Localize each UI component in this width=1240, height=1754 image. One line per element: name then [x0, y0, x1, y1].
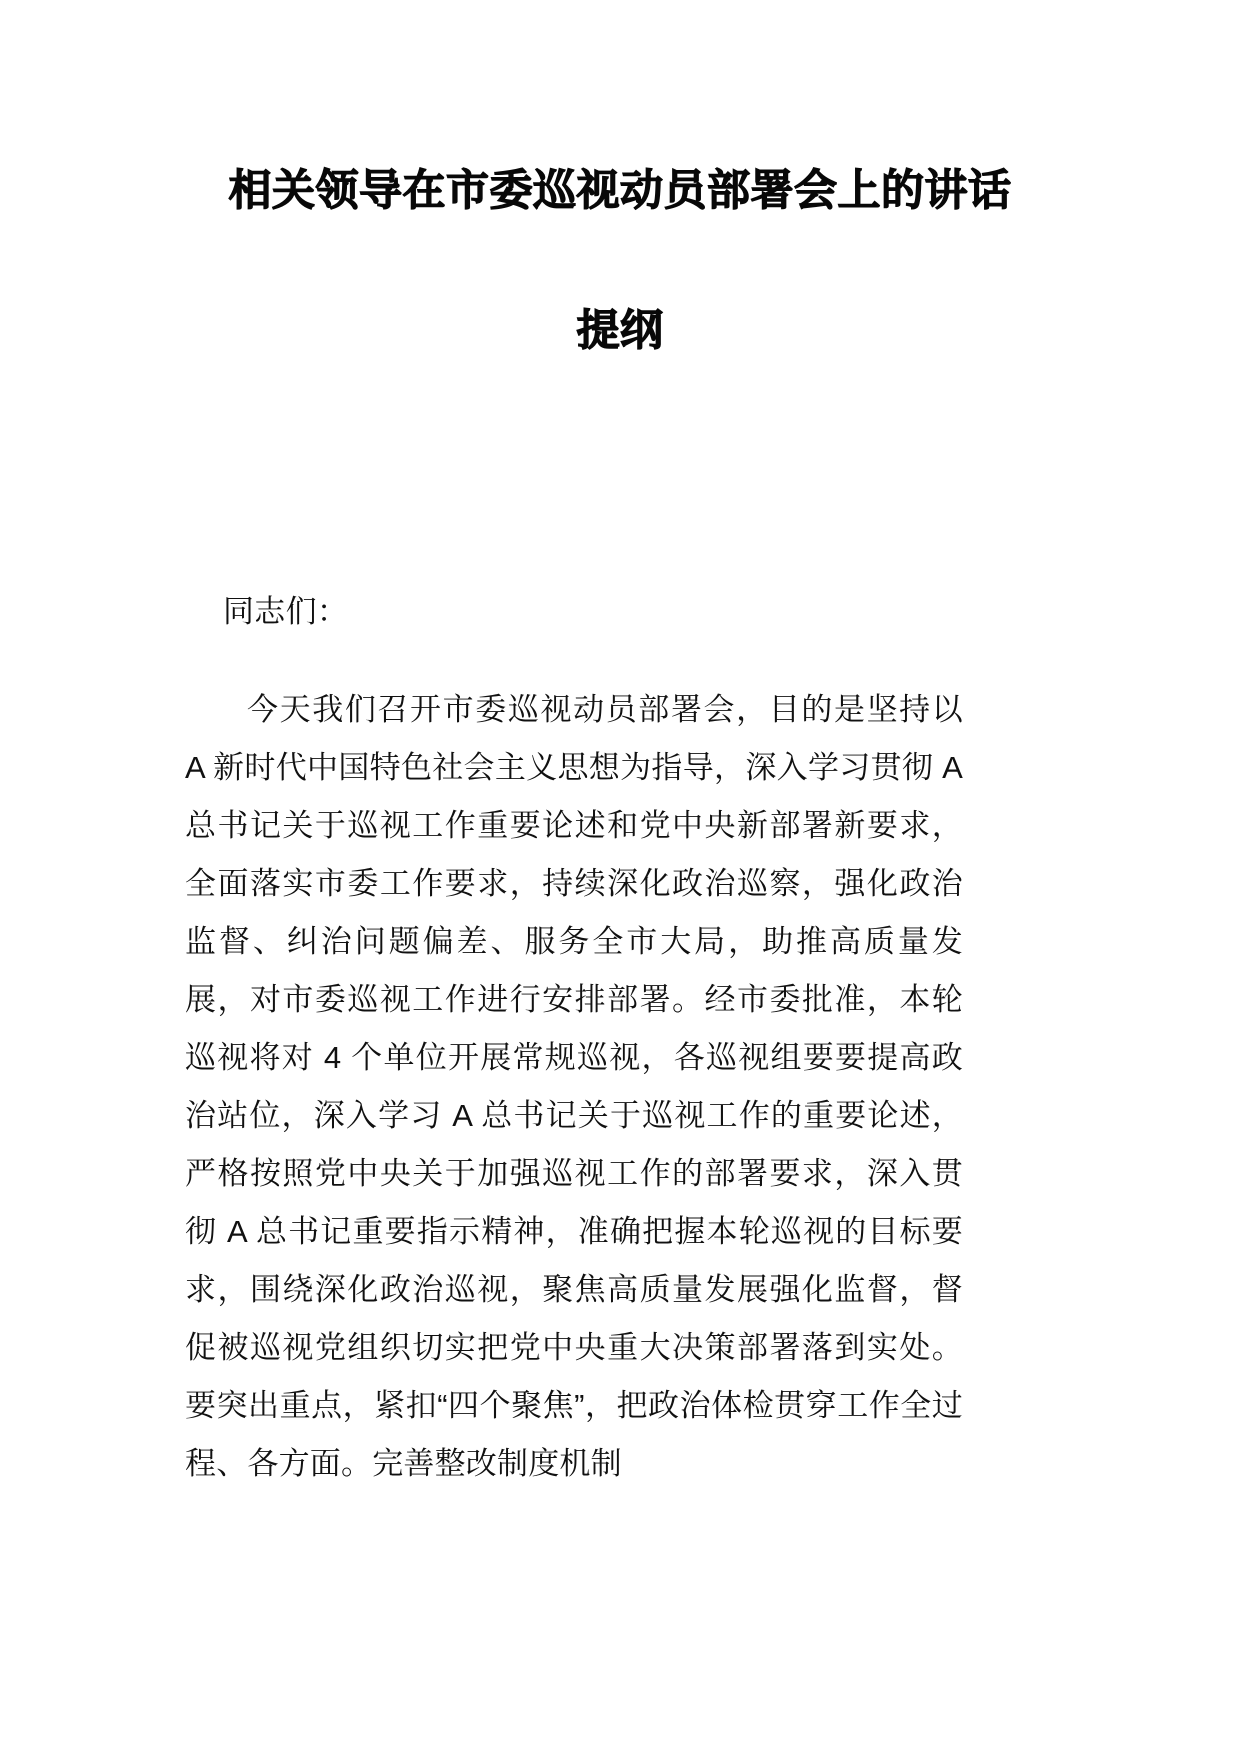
- page-title-line-1: 相关领导在市委巡视动员部署会上的讲话: [228, 167, 1012, 215]
- document-title-block: [150, 160, 1090, 363]
- page-title-line-2: 提纲: [576, 307, 664, 356]
- salutation-text: 同志们：: [223, 594, 349, 629]
- document-body: [185, 596, 963, 1493]
- body-paragraph-1: 今天我们召开市委巡视动员部署会，目的是坚持以 A 新时代中国特色社会主义思想为指导，深入学习贯彻 A 总书记关于巡视工作重要论述和党中央新部署新要求，全面落实市委工作要求，持续深化政治巡察，强化政治监督、纠治问题偏差、服务全市大局，助推高质量发展，对市委巡视工作进行安排部署。经市委批准，本轮巡视将对 4 个单位开展常规巡视，各巡视组要要提高政治站位，深入学习 A 总书记关于巡视工作的重要论述，严格按照党中央关于加强巡视工作的部署要求，深入贯彻 A 总书记重要指示精神，准确把握本轮巡视的目标要求，围绕深化政治巡视，聚焦高质量发展强化监督，督促被巡视党组织切实把党中央重大决策部署落到实处。要突出重点，紧扣“四个聚焦”，把政治体检贯穿工作全过程、各方面。完善整改制度机制: [185, 692, 963, 1481]
